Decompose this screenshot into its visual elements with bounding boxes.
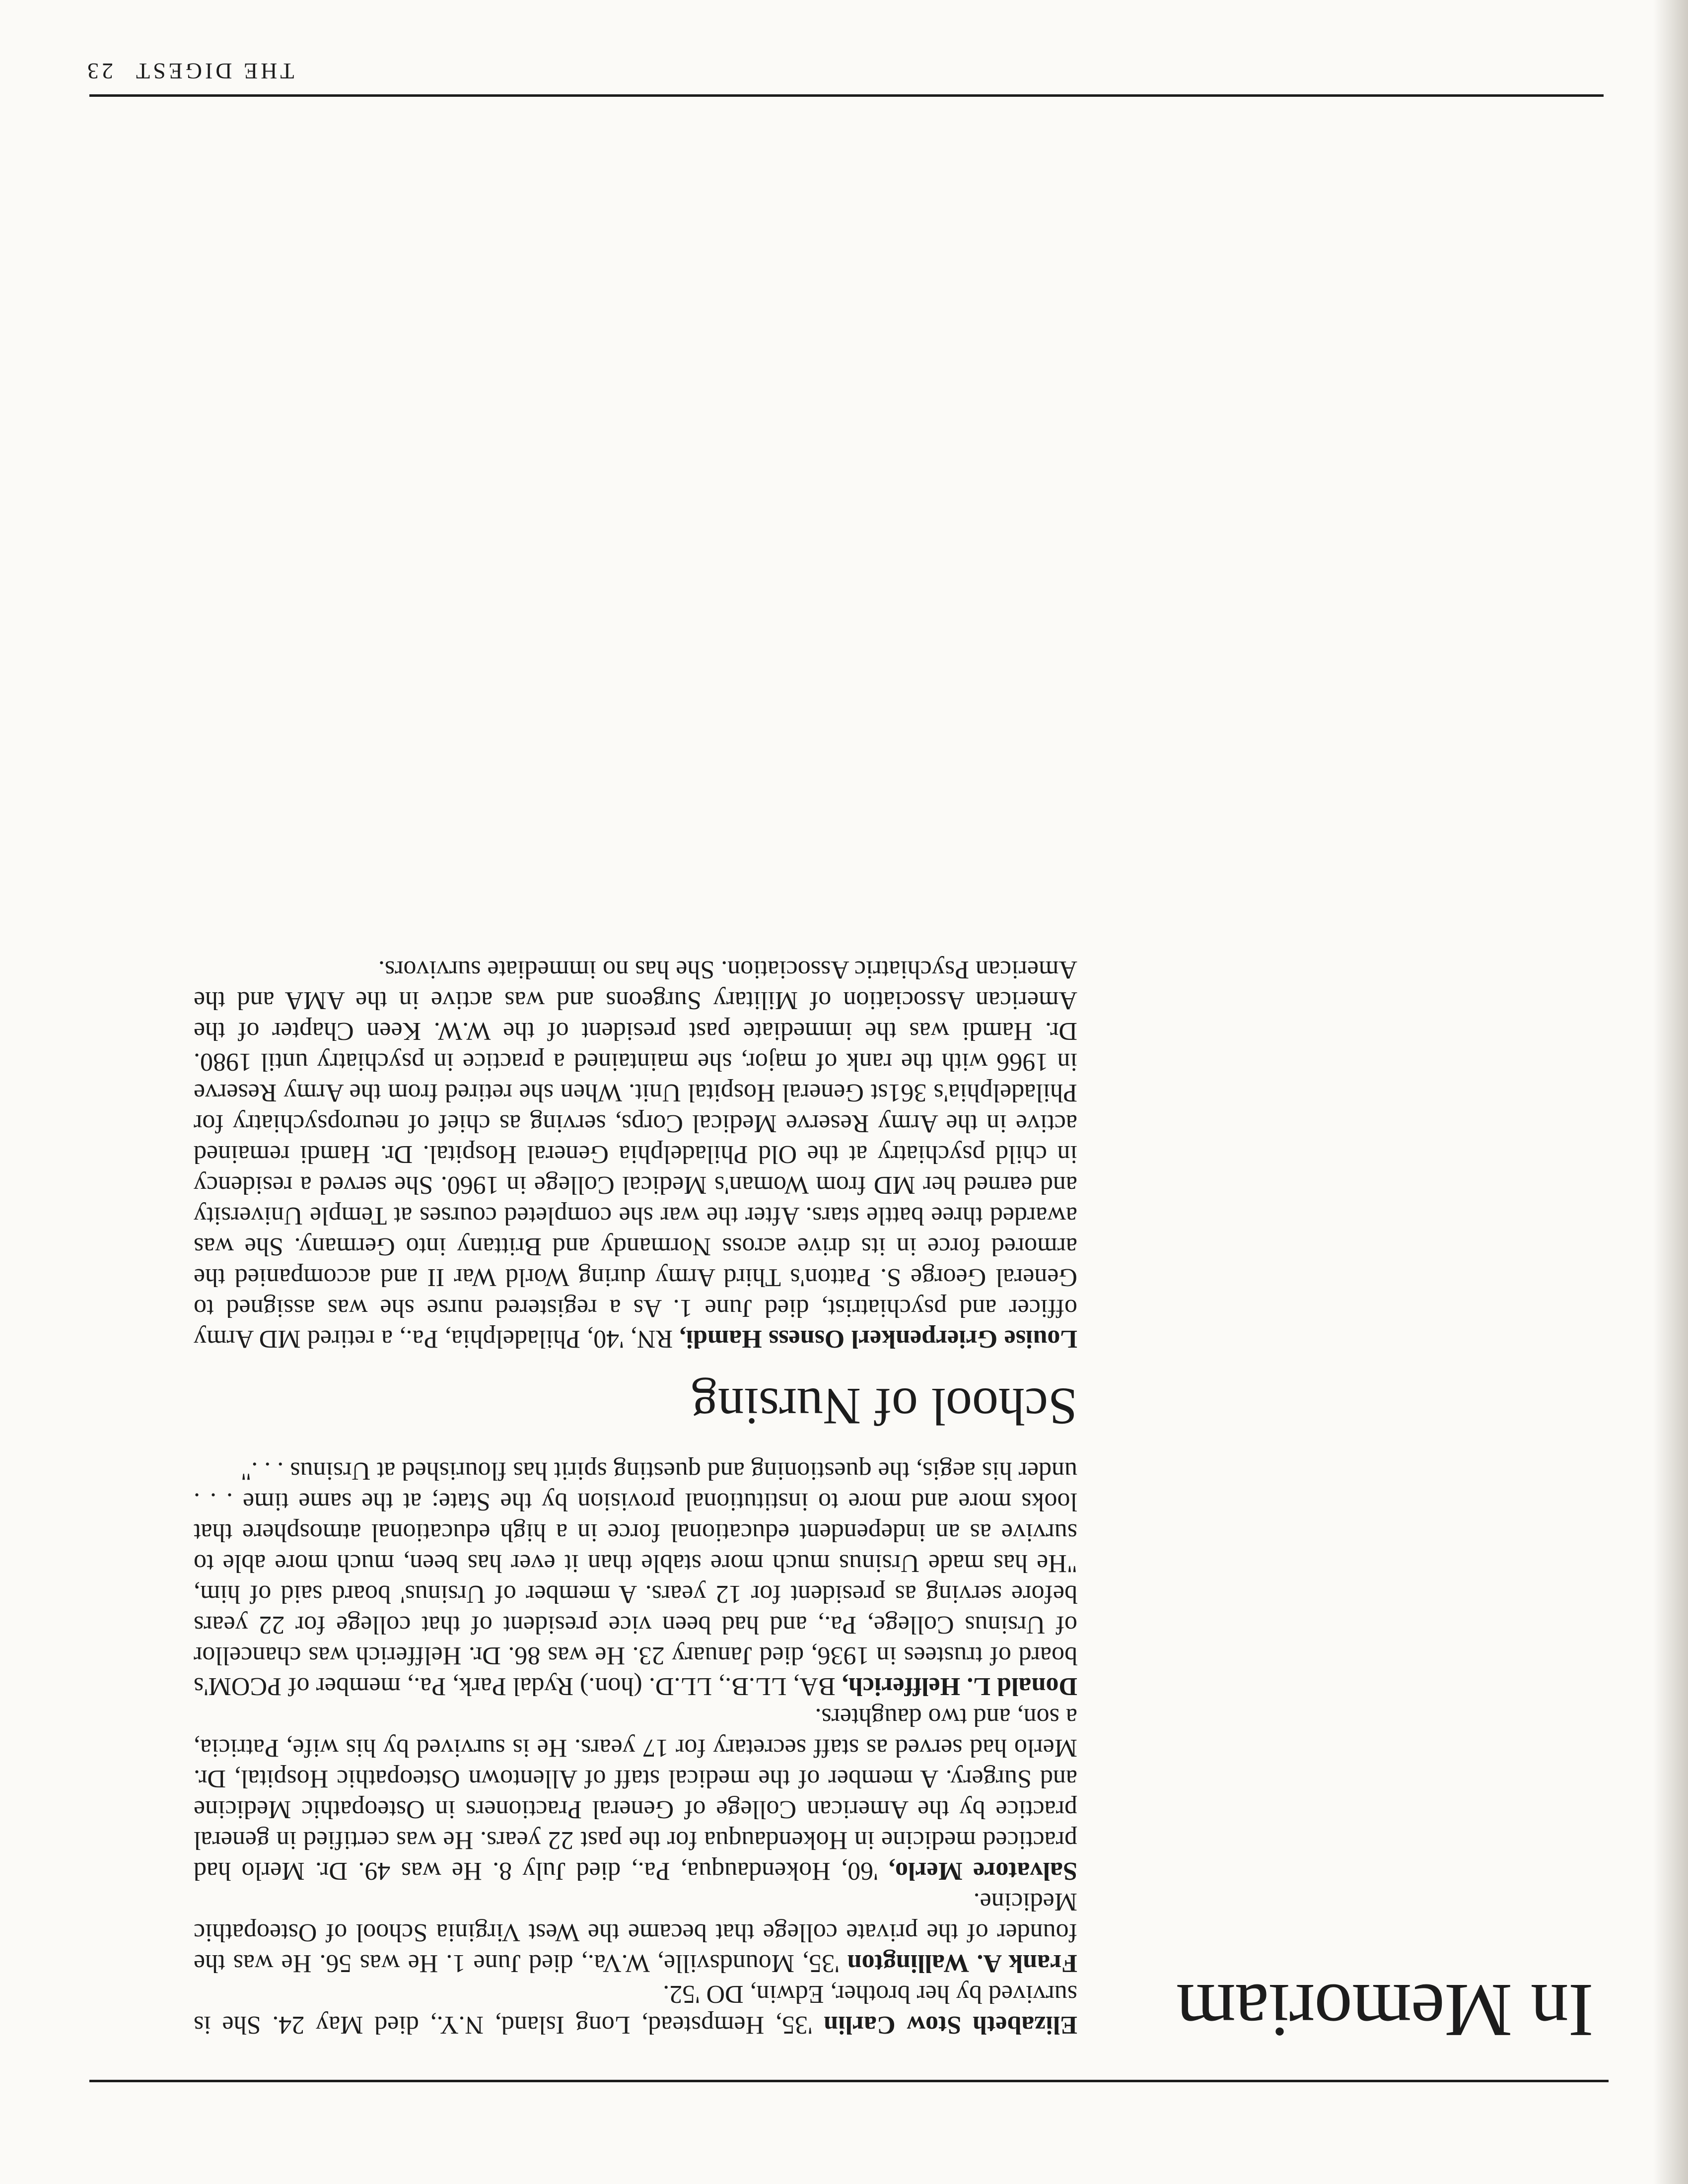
obituary-entry (194, 1886, 1077, 1979)
page-number: 23 (84, 59, 113, 84)
bottom-rule (89, 94, 1604, 97)
obituary-name: Louise Grierpenkerl Osness Hamdi, (679, 1325, 1077, 1353)
running-title: THE DIGEST (133, 59, 294, 84)
obituary-text: '35, Hempstead, Long Island, N.Y., died May 24. She is survived by her brother, Edwin, DO '52. (194, 1980, 1077, 2039)
obituary-entry (194, 954, 1077, 1354)
obituary-entry (194, 1455, 1077, 1702)
section-heading-nursing: School of Nursing (691, 1377, 1077, 1435)
obituary-column (194, 954, 1077, 2040)
running-header (84, 50, 343, 84)
obituary-text: BA, LL.B., LL.D. (hon.) Rydal Park, Pa., member of PCOM's board of trustees in 1936, died January 23. He was 86. Dr. Helfferich was chancellor of Ursinus College, Pa., and had been vice president of that college for 22 years before serving as president for 12 years. A member of Ursinus' board said of him, "He has made Ursinus much more stable than it ever has been, much more able to survive as an independent educational force in a high educational atmosphere that looks more and more to institutional provision by the State; at the same time . . . under his aegis, the questioning and questing spirit has flourished at Ursinus . . ." (194, 1457, 1077, 1701)
obituary-name: Frank A. Wallington (847, 1949, 1077, 1978)
top-rule (89, 2080, 1609, 2082)
obituary-name: Donald L. Helfferich, (842, 1672, 1077, 1701)
obituary-entry (194, 1702, 1077, 1886)
obituary-text: '35, Moundsville, W.Va., died June 1. He was 56. He was the founder of the private college that became the West Virginia School of Osteopathic Medicine. (193, 1888, 1077, 1978)
page-title: In Memoriam (1176, 1968, 1594, 2052)
obituary-name: Elizabeth Stow Carlin (824, 2011, 1077, 2039)
obituary-text: RN, '40, Philadelphia, Pa., a retired MD Army officer and psychiatrist, died June 1. As a registered nurse she was assigned to General George S. Patton's Third Army during World War II and accompanied the armored force in its drive across Normandy and Brittany into Germany. She was awarded three battle stars. After the war she completed courses at Temple University and earned her MD from Woman's Medical College in 1960. She served a residency in child psychiatry at the Old Philadelphia General Hospital. Dr. Hamdi remained active in the Army Reserve Medical Corps, serving as chief of neuropsychiatry for Philadelphia's 361st General Hospital Unit. When she retired from the Army Reserve in 1966 with the rank of major, she maintained a practice in psychiatry until 1980. Dr. Hamdi was the immediate past president of the W.W. Keen Chapter of the American Association of Military Surgeons and was active in the AMA and the American Psychiatric Association. She has no immediate survivors. (194, 956, 1077, 1353)
obituary-text: '60, Hokendauqua, Pa., died July 8. He was 49. Dr. Merlo had practiced medicine in Hokendauqua for the past 22 years. He was certified in general practice by the American College of General Practioners in Osteopathic Medicine and Surgery. A member of the medical staff of Allentown Osteopathic Hospital, Dr. Merlo had served as staff secretary for 17 years. He is survived by his wife, Patricia, a son, and two daughters. (194, 1703, 1077, 1885)
binding-gutter (1653, 0, 1688, 2184)
obituary-name: Salvatore Merlo, (888, 1857, 1077, 1885)
obituary-entry (194, 1979, 1077, 2040)
